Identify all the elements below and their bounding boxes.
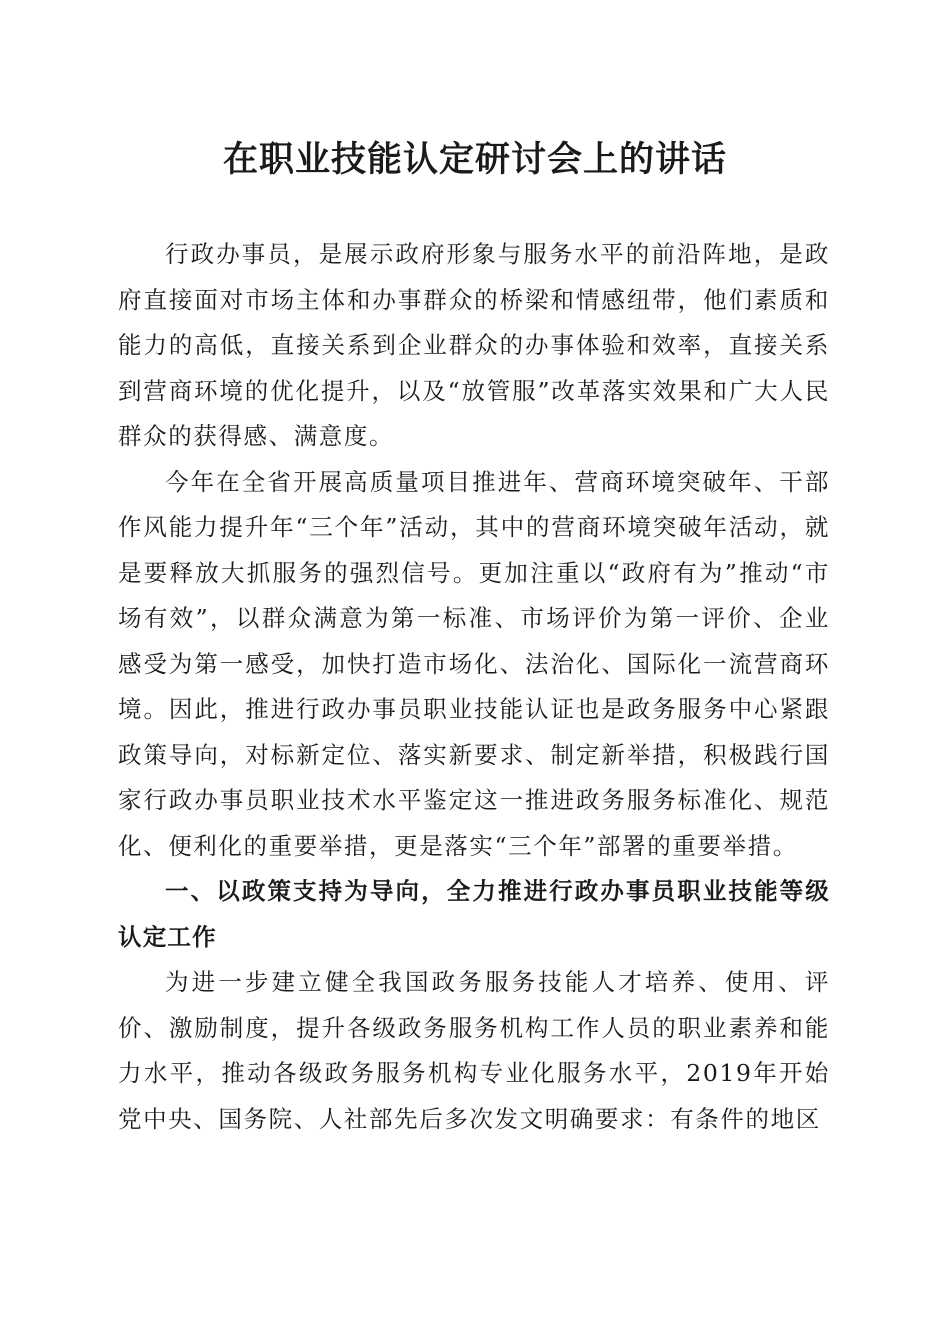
document-title: 在职业技能认定研讨会上的讲话	[222, 139, 727, 180]
paragraph-three-years: 今年在全省开展高质量项目推进年、营商环境突破年、干部作风能力提升年“三个年”活动，其中的营商环境突破年活动，就是要释放大抓服务的强烈信号。更加注重以“政府有为”推动“市场有效”，以群众满意为第一标准、市场评价为第一评价、企业感受为第一感受，加快打造市场化、法治化、国际化一流营商环境。因此，推进行政办事员职业技能认证也是政务服务中心紧跟政策导向，对标新定位、落实新要求、制定新举措，积极践行国家行政办事员职业技术水平鉴定这一推进政务服务标准化、规范化、便利化的重要举措，更是落实“三个年”部署的重要举措。	[118, 467, 830, 860]
section-heading: 一、以政策支持为导向，全力推进行政办事员职业技能等级认定工作	[118, 877, 830, 951]
document-body	[118, 232, 830, 1142]
paragraph-intro: 行政办事员，是展示政府形象与服务水平的前沿阵地，是政府直接面对市场主体和办事群众的桥梁和情感纽带，他们素质和能力的高低，直接关系到企业群众的办事体验和效率，直接关系到营商环境的优化提升，以及“放管服”改革落实效果和广大人民群众的获得感、满意度。	[118, 240, 830, 450]
paragraph-policy: 为进一步建立健全我国政务服务技能人才培养、使用、评价、激励制度，提升各级政务服务机构工作人员的职业素养和能力水平，推动各级政务服务机构专业化服务水平，2019年开始党中央、国务院、人社部先后多次发文明确要求：有条件的地区	[118, 968, 830, 1133]
